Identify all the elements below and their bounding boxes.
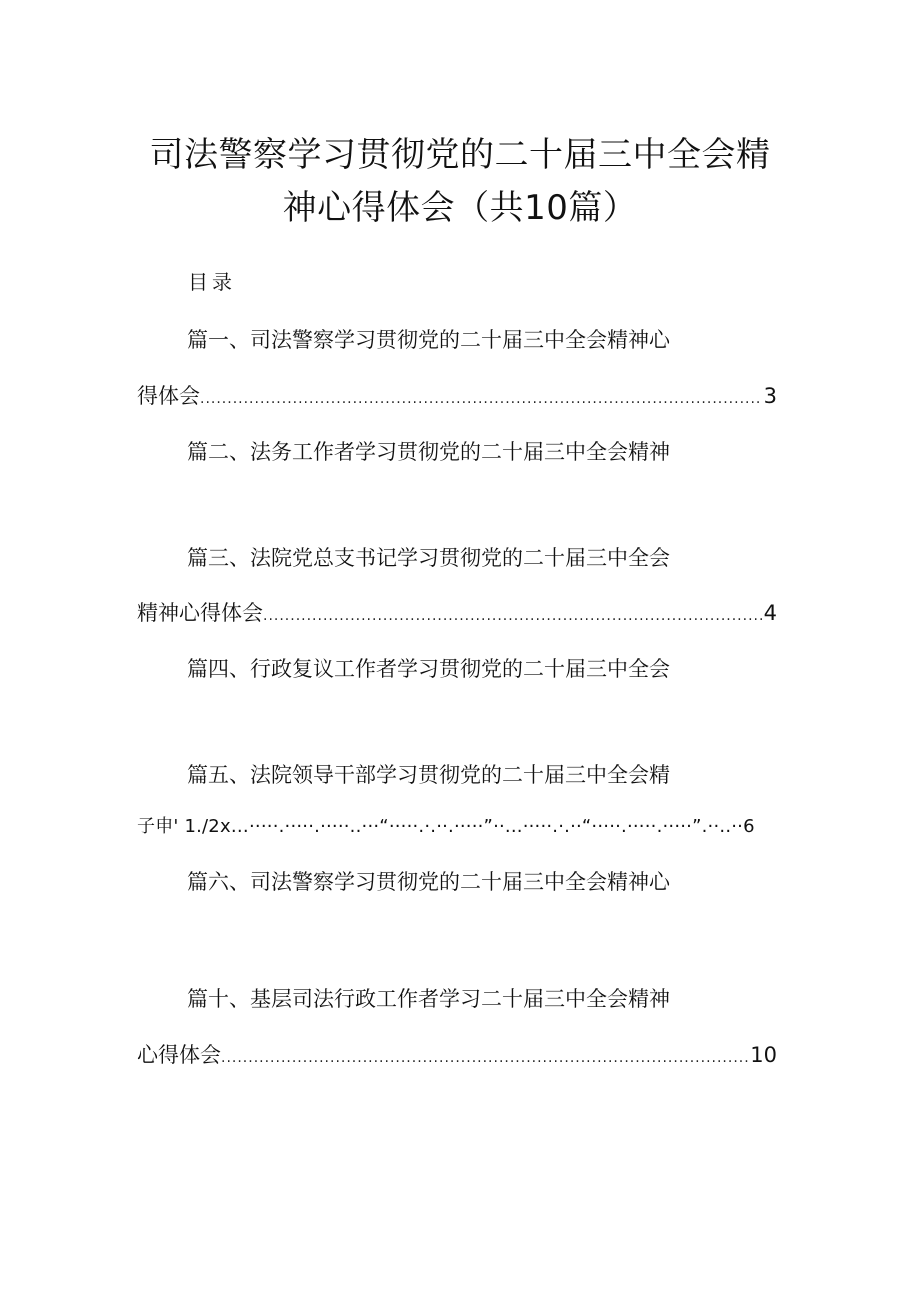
toc-entry-2-title[interactable]: 篇二、法务工作者学习贯彻党的二十届三中全会精神 [187,440,670,464]
toc-entry-3-continuation-text: 精神心得体会 [137,601,263,625]
toc-entry-7-title[interactable]: 篇十、基层司法行政工作者学习二十届三中全会精神 [187,987,670,1011]
toc-entry-3-continuation[interactable] [137,598,777,628]
toc-entry-1-continuation[interactable] [137,381,777,411]
toc-entry-1-page-number: 3 [763,384,777,408]
toc-entry-7-page-number: 10 [750,1043,777,1067]
toc-entry-6-title[interactable]: 篇六、司法警察学习贯彻党的二十届三中全会精神心 [187,870,670,894]
toc-entry-5-continuation-garbled[interactable]: 子申' 1./2x…·····.·····.·····..···“·····.·.··.·····”··...·····.·.··“·····.·····.·····”.··..··6 [137,816,755,837]
toc-entry-4-title[interactable]: 篇四、行政复议工作者学习贯彻党的二十届三中全会 [187,657,670,681]
toc-entry-7-continuation[interactable] [137,1040,777,1070]
toc-entry-1-title[interactable]: 篇一、司法警察学习贯彻党的二十届三中全会精神心 [187,328,670,352]
toc-heading: 目录 [188,270,236,294]
document-title-line-1: 司法警察学习贯彻党的二十届三中全会精 [149,135,771,175]
toc-entry-3-title[interactable]: 篇三、法院党总支书记学习贯彻党的二十届三中全会 [187,546,670,570]
document-title-line-2: 神心得体会（共10篇） [282,188,638,228]
toc-entry-3-page-number: 4 [763,601,777,625]
toc-dot-leader [221,1043,748,1073]
toc-entry-5-title[interactable]: 篇五、法院领导干部学习贯彻党的二十届三中全会精 [187,763,670,787]
toc-dot-leader [200,384,762,414]
toc-dot-leader [263,601,762,631]
toc-entry-7-continuation-text: 心得体会 [137,1043,221,1067]
toc-entry-1-continuation-text: 得体会 [137,384,200,408]
